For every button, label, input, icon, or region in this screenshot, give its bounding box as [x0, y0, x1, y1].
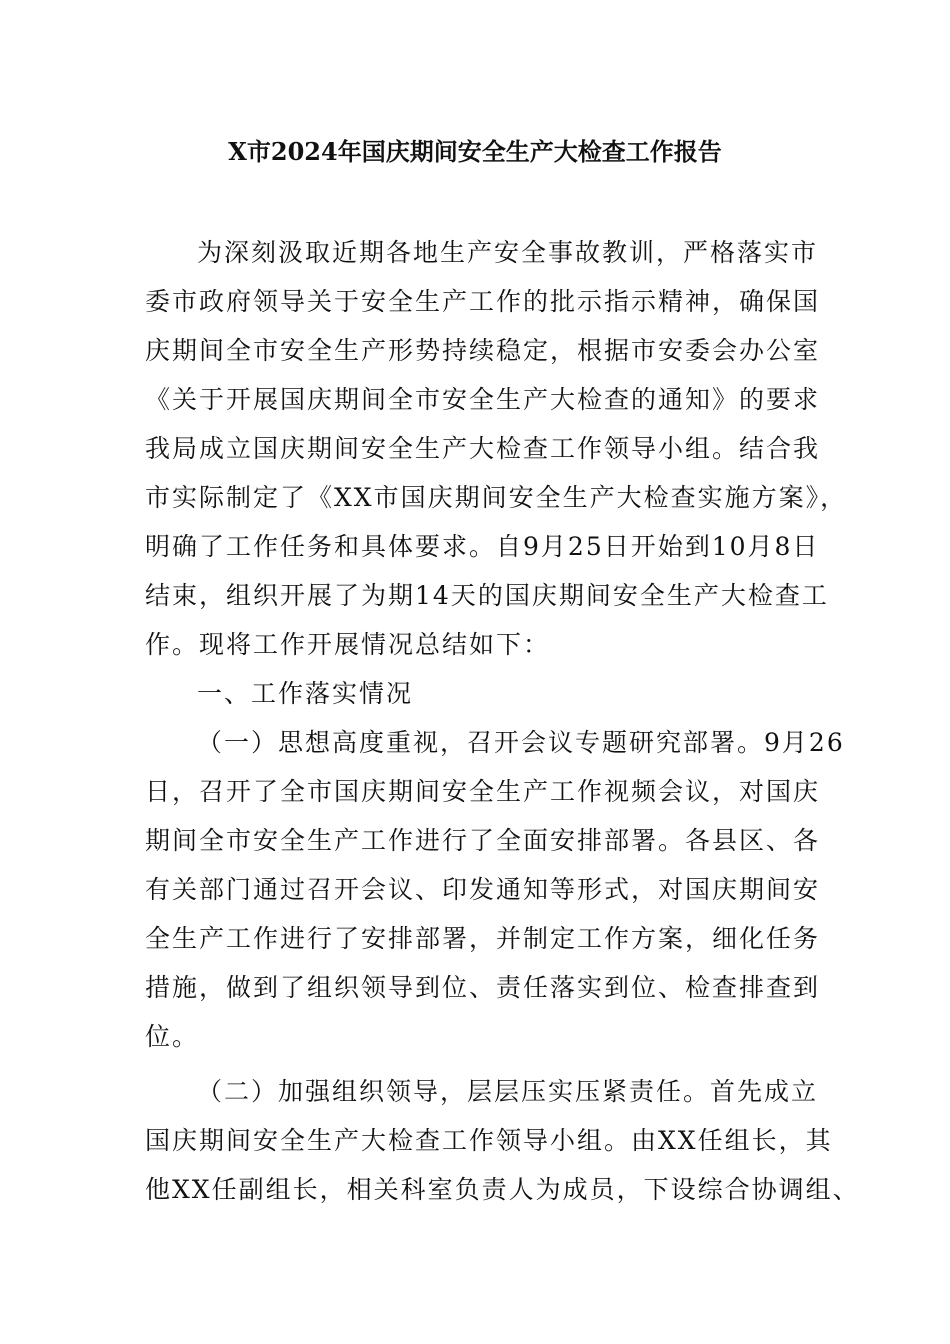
paragraph-line: 位。 [145, 1022, 200, 1051]
document-title: X市2024年国庆期间安全生产大检查工作报告 [228, 137, 722, 166]
document-body [145, 228, 860, 1214]
paragraph-line: （一）思想高度重视，召开会议专题研究部署。9月26 [197, 728, 845, 757]
paragraph-line: 措施，做到了组织领导到位、责任落实到位、检查排查到 [145, 973, 821, 1002]
paragraph-line: 全生产工作进行了安排部署，并制定工作方案，细化任务 [145, 924, 821, 953]
paragraph-line: 期间全市安全生产工作进行了全面安排部署。各县区、各 [145, 826, 821, 855]
paragraph-line: 结束，组织开展了为期14天的国庆期间安全生产大检查工 [145, 581, 829, 610]
paragraph-line: 他XX任副组长，相关科室负责人为成员，下设综合协调组、 [145, 1175, 860, 1204]
paragraph-line: 《关于开展国庆期间全市安全生产大检查的通知》的要求 [145, 385, 821, 414]
paragraph-line: 国庆期间安全生产大检查工作领导小组。由XX任组长，其 [145, 1126, 833, 1155]
paragraph-line: 委市政府领导关于安全生产工作的批示指示精神，确保国 [145, 287, 821, 316]
paragraph-line: 庆期间全市安全生产形势持续稳定，根据市安委会办公室 [145, 336, 821, 365]
paragraph-line: 有关部门通过召开会议、印发通知等形式，对国庆期间安 [145, 875, 821, 904]
paragraph-line: 明确了工作任务和具体要求。自9月25日开始到10月8日 [145, 532, 820, 561]
paragraph-line: （二）加强组织领导，层层压实压紧责任。首先成立 [197, 1077, 819, 1106]
paragraph-line: 市实际制定了《XX市国庆期间安全生产大检查实施方案》， [145, 483, 848, 512]
paragraph-line: 我局成立国庆期间安全生产大检查工作领导小组。结合我 [145, 434, 821, 463]
paragraph-line: 日，召开了全市国庆期间安全生产工作视频会议，对国庆 [145, 777, 821, 806]
paragraph-line: 为深刻汲取近期各地生产安全事故教训，严格落实市 [197, 238, 819, 267]
section-heading: 一、工作落实情况 [197, 679, 414, 708]
paragraph-line: 作。现将工作开展情况总结如下： [145, 630, 551, 659]
